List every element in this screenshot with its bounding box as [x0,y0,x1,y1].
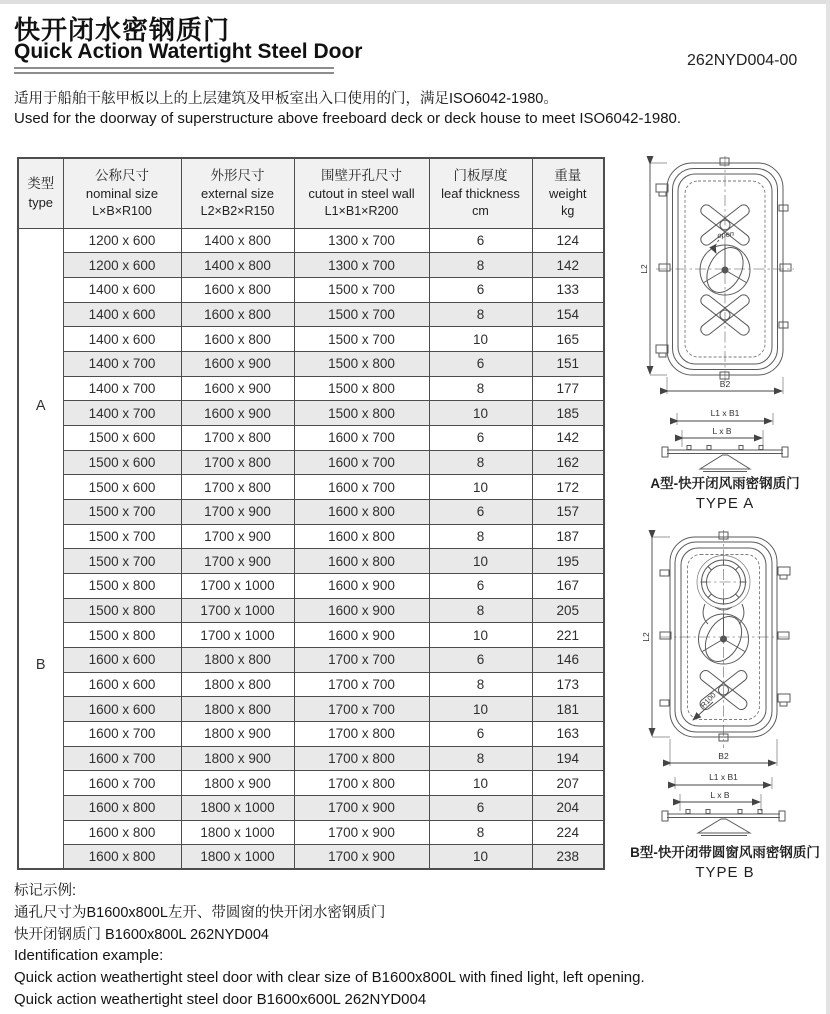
spec-cell: 1400 x 800 [181,228,294,253]
spec-cell: 10 [429,845,532,870]
spec-cell: 6 [429,721,532,746]
l2-label: L2 [639,264,649,274]
spec-cell: 1300 x 700 [294,253,429,278]
spec-cell: 1500 x 600 [63,450,181,475]
spec-cell: 1400 x 700 [63,351,181,376]
open-label: open [716,228,735,241]
spec-cell: 8 [429,820,532,845]
column-header-nominal-size: 公称尺寸 nominal size L×B×R100 [63,158,181,228]
description-english: Used for the doorway of superstructure above freeboard deck or deck house to meet ISO6042-1980. [14,110,682,127]
spec-cell: 6 [429,228,532,253]
spec-cell: 1500 x 800 [63,598,181,623]
description-chinese: 适用于船舶干舷甲板以上的上层建筑及甲板室出入口使用的门，满足ISO6042-1980。 [14,91,558,107]
spec-cell: 1700 x 900 [294,820,429,845]
figure-a-caption [620,475,830,512]
figure-type-b [620,518,830,888]
spec-cell: 1800 x 800 [181,647,294,672]
scan-edge-top [0,0,830,4]
table-row [18,845,604,870]
spec-cell: 8 [429,746,532,771]
spec-cell: 221 [532,623,604,648]
l1b1-label: L1 x B1 [709,772,738,782]
spec-cell: 1600 x 900 [294,573,429,598]
spec-cell: 142 [532,425,604,450]
column-header-external-size: 外形尺寸 external size L2×B2×R150 [181,158,294,228]
spec-cell: 1700 x 900 [294,845,429,870]
spec-cell: 10 [429,623,532,648]
table-row [18,277,604,302]
table-row [18,475,604,500]
spec-cell: 224 [532,820,604,845]
spec-cell: 1500 x 600 [63,475,181,500]
spec-cell: 1600 x 800 [63,795,181,820]
figure-a-caption-en: TYPE A [695,494,755,512]
column-header-type: 类型 type [18,158,63,228]
spec-cell: 1300 x 700 [294,228,429,253]
spec-cell: 10 [429,549,532,574]
spec-cell: 185 [532,401,604,426]
dimension-b2 [670,739,777,766]
spec-table-header-row [18,158,604,228]
spec-cell: 1700 x 700 [294,672,429,697]
section-view-a [662,408,788,472]
spec-cell: 1800 x 900 [181,746,294,771]
spec-cell: 1600 x 800 [181,302,294,327]
table-row [18,721,604,746]
spec-cell: 167 [532,573,604,598]
spec-cell: 8 [429,376,532,401]
page-title-english: Quick Action Watertight Steel Door [14,40,363,63]
spec-cell: 163 [532,721,604,746]
spec-cell: 157 [532,499,604,524]
identification-title-en: Identification example: [14,947,164,964]
handwheel [700,241,751,298]
spec-cell: 142 [532,253,604,278]
spec-cell: 1700 x 800 [181,425,294,450]
spec-cell: 1700 x 900 [181,549,294,574]
l1b1-label: L1 x B1 [710,408,740,418]
spec-cell: 1800 x 1000 [181,845,294,870]
spec-cell: 165 [532,327,604,352]
spec-cell: 1400 x 700 [63,376,181,401]
table-row [18,376,604,401]
spec-cell: 151 [532,351,604,376]
figure-b-caption-en: TYPE B [695,863,755,881]
spec-cell: 1600 x 700 [63,721,181,746]
handwheel [698,610,749,667]
spec-cell: 1600 x 800 [294,524,429,549]
spec-cell: 1400 x 600 [63,302,181,327]
section-view-b [662,772,785,836]
spec-cell: 146 [532,647,604,672]
table-row [18,253,604,278]
spec-cell: 207 [532,771,604,796]
spec-cell: 1500 x 800 [63,623,181,648]
table-row [18,302,604,327]
spec-cell: 1700 x 700 [294,647,429,672]
spec-cell: 6 [429,499,532,524]
spec-cell: 177 [532,376,604,401]
identification-title-zh: 标记示例: [14,883,77,899]
spec-cell: 1600 x 800 [63,845,181,870]
column-header-leaf-thickness: 门板厚度 leaf thickness cm [429,158,532,228]
spec-cell: 1500 x 800 [294,401,429,426]
spec-cell: 6 [429,573,532,598]
b2-label: B2 [718,751,729,761]
table-row [18,401,604,426]
table-row [18,524,604,549]
spec-cell: 124 [532,228,604,253]
table-row [18,672,604,697]
spec-cell: 172 [532,475,604,500]
spec-cell: 8 [429,524,532,549]
spec-cell: 1500 x 600 [63,425,181,450]
r100-annotation [693,691,718,720]
spec-cell: 10 [429,475,532,500]
document-number: 262NYD004-00 [687,52,798,69]
spec-cell: 1700 x 800 [181,450,294,475]
l2-label: L2 [641,632,651,642]
spec-cell: 1400 x 600 [63,277,181,302]
spec-cell: 1600 x 700 [294,475,429,500]
figure-type-a [620,155,830,520]
type-column-cell [18,228,63,869]
spec-cell: 10 [429,401,532,426]
spec-cell: 1800 x 800 [181,697,294,722]
lxb-label: L x B [712,426,732,436]
table-row [18,450,604,475]
b2-label: B2 [719,379,731,389]
type-a-drawing [620,155,830,520]
table-row [18,327,604,352]
spec-cell: 1700 x 1000 [181,573,294,598]
spec-cell: 1600 x 700 [63,771,181,796]
identification-line2-zh: 快开闭钢质门 B1600x800L 262NYD004 [14,927,269,943]
spec-cell: 1700 x 900 [181,499,294,524]
spec-cell: 1200 x 600 [63,253,181,278]
spec-table [17,157,605,870]
spec-cell: 1800 x 1000 [181,795,294,820]
table-row [18,623,604,648]
identification-line1-zh: 通孔尺寸为B1600x800L左开、带圆窗的快开闭水密钢质门 [14,905,386,921]
table-row [18,573,604,598]
figure-a-caption-zh: A型-快开闭风雨密钢质门 [650,476,800,491]
spec-cell: 8 [429,302,532,327]
spec-cell: 1500 x 800 [294,376,429,401]
spec-cell: 8 [429,598,532,623]
r100-label: R100 [698,690,718,710]
table-row [18,820,604,845]
spec-cell: 1500 x 700 [294,327,429,352]
figure-b-caption [620,844,830,881]
table-row [18,549,604,574]
spec-cell: 238 [532,845,604,870]
spec-cell: 6 [429,647,532,672]
column-header-weight: 重量 weight kg [532,158,604,228]
spec-cell: 8 [429,253,532,278]
spec-cell: 1400 x 800 [181,253,294,278]
spec-cell: 10 [429,697,532,722]
spec-cell: 1700 x 1000 [181,598,294,623]
type-b-drawing [620,518,830,888]
spec-cell: 1500 x 700 [294,302,429,327]
spec-cell: 8 [429,672,532,697]
spec-cell: 6 [429,425,532,450]
spec-cell: 162 [532,450,604,475]
spec-cell: 1600 x 700 [294,425,429,450]
spec-cell: 1600 x 900 [181,376,294,401]
spec-cell: 1600 x 800 [294,549,429,574]
spec-cell: 187 [532,524,604,549]
type-label-B: B [35,657,46,674]
table-row [18,647,604,672]
title-double-rule [14,67,334,74]
spec-cell: 1500 x 700 [63,549,181,574]
spec-cell: 1600 x 900 [181,351,294,376]
spec-cell: 1700 x 800 [181,475,294,500]
spec-cell: 1600 x 600 [63,697,181,722]
spec-cell: 205 [532,598,604,623]
spec-cell: 1600 x 800 [294,499,429,524]
lxb-label: L x B [710,790,730,800]
table-row [18,228,604,253]
spec-cell: 1700 x 1000 [181,623,294,648]
spec-cell: 1600 x 900 [181,401,294,426]
spec-cell: 1400 x 600 [63,327,181,352]
spec-cell: 1600 x 900 [294,623,429,648]
dimension-b2 [667,377,783,394]
spec-table-body [18,228,604,869]
column-header-cutout-in-steel-wall: 围壁开孔尺寸 cutout in steel wall L1×B1×R200 [294,158,429,228]
spec-cell: 154 [532,302,604,327]
spec-cell: 1500 x 700 [63,524,181,549]
table-row [18,771,604,796]
spec-cell: 1700 x 900 [181,524,294,549]
spec-cell: 1700 x 800 [294,771,429,796]
page-title-chinese: 快开闭水密钢质门 [14,15,231,45]
spec-cell: 1400 x 700 [63,401,181,426]
spec-cell: 1500 x 700 [294,277,429,302]
spec-cell: 1600 x 700 [63,746,181,771]
type-label-A: A [35,398,46,415]
spec-cell: 1600 x 600 [63,672,181,697]
spec-cell: 8 [429,450,532,475]
spec-cell: 181 [532,697,604,722]
spec-cell: 1500 x 800 [63,573,181,598]
spec-cell: 1200 x 600 [63,228,181,253]
spec-cell: 10 [429,771,532,796]
spec-cell: 194 [532,746,604,771]
spec-cell: 1700 x 700 [294,697,429,722]
table-row [18,351,604,376]
spec-cell: 6 [429,277,532,302]
spec-cell: 204 [532,795,604,820]
figure-b-caption-zh: B型-快开闭带圆窗风雨密钢质门 [630,845,820,860]
spec-cell: 1500 x 800 [294,351,429,376]
spec-cell: 1600 x 800 [63,820,181,845]
table-row [18,697,604,722]
spec-cell: 6 [429,795,532,820]
spec-cell: 6 [429,351,532,376]
spec-cell: 1700 x 800 [294,746,429,771]
spec-cell: 10 [429,327,532,352]
spec-cell: 1800 x 1000 [181,820,294,845]
spec-cell: 1600 x 800 [181,327,294,352]
identification-line2-en: Quick action weathertight steel door B1600x600L 262NYD004 [14,991,427,1008]
spec-cell: 1800 x 900 [181,721,294,746]
table-row [18,598,604,623]
spec-cell: 195 [532,549,604,574]
table-row [18,499,604,524]
spec-cell: 1600 x 900 [294,598,429,623]
spec-cell: 1800 x 900 [181,771,294,796]
spec-cell: 1700 x 900 [294,795,429,820]
spec-cell: 1600 x 800 [181,277,294,302]
spec-cell: 173 [532,672,604,697]
spec-cell: 1700 x 800 [294,721,429,746]
identification-line1-en: Quick action weathertight steel door with clear size of B1600x800L with fined light, left opening. [14,969,645,986]
spec-cell: 1600 x 600 [63,647,181,672]
spec-cell: 1500 x 700 [63,499,181,524]
spec-cell: 1800 x 800 [181,672,294,697]
table-row [18,795,604,820]
table-row [18,746,604,771]
spec-cell: 133 [532,277,604,302]
table-row [18,425,604,450]
spec-cell: 1600 x 700 [294,450,429,475]
